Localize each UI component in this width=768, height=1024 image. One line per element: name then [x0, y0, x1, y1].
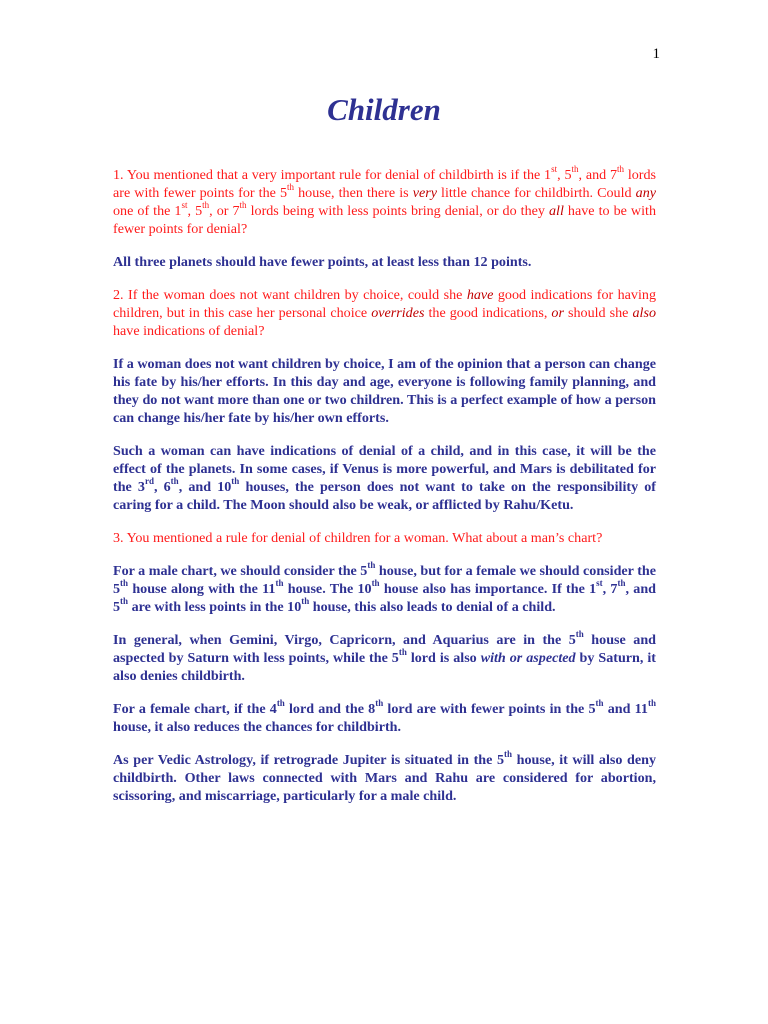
- emphasis-text: all: [549, 203, 564, 219]
- ordinal-suffix: th: [398, 647, 407, 658]
- text-run: the good indications,: [424, 305, 552, 321]
- ordinal-suffix: st: [551, 164, 558, 175]
- text-run: house and aspected by Saturn with less points, while the 5: [113, 632, 656, 666]
- emphasis-text: any: [635, 185, 657, 201]
- text-run: For a female chart, if the 4: [113, 701, 277, 717]
- text-run: by Saturn, it also denies childbirth.: [113, 650, 656, 684]
- ordinal-suffix: th: [301, 596, 310, 607]
- text-run: little chance for childbirth. Could: [436, 185, 636, 201]
- text-run: , or 7: [209, 203, 240, 219]
- answer-paragraph: [113, 355, 656, 427]
- ordinal-suffix: th: [170, 476, 179, 487]
- emphasis-text: overrides: [371, 305, 425, 321]
- emphasis-text: with or aspected: [480, 650, 576, 666]
- text-run: and 11: [603, 701, 648, 717]
- text-run: , and 7: [578, 167, 618, 183]
- text-run: 2. If the woman does not want children by choice, could she: [113, 287, 467, 303]
- text-run: 3. You mentioned a rule for denial of children for a woman. What about a man’s chart?: [113, 530, 603, 546]
- text-run: are with less points in the 10: [128, 599, 302, 615]
- page-title: Children: [327, 92, 441, 127]
- text-run: lord are with fewer points in the 5: [383, 701, 596, 717]
- answer-paragraph: [113, 562, 656, 616]
- emphasis-text: very: [412, 185, 437, 201]
- text-run: house, but for a female we should consider the 5: [113, 563, 656, 597]
- answer-paragraph: [113, 631, 656, 685]
- text-run: , 5: [557, 167, 572, 183]
- text-run: lord is also: [406, 650, 481, 666]
- text-run: If a woman does not want children by choice, I am of the opinion that a person can change his fate by his/her efforts. In this day and age, everyone is following family planning, and they do not want more than one or two children. This is a perfect example of how a person can change his/her fate by his/her own efforts.: [113, 356, 656, 426]
- ordinal-suffix: th: [371, 578, 380, 589]
- text-run: house along with the 11: [128, 581, 276, 597]
- text-run: lords being with less points bring denial, or do they: [246, 203, 549, 219]
- page-number: 1: [652, 46, 660, 62]
- question-paragraph: [113, 286, 656, 340]
- ordinal-suffix: th: [231, 476, 240, 487]
- ordinal-suffix: st: [596, 578, 603, 589]
- answer-paragraph: [113, 253, 656, 271]
- text-run: 1. You mentioned that a very important rule for denial of childbirth is if the 1: [113, 167, 552, 183]
- text-run: All three planets should have fewer points, at least less than 12 points.: [113, 254, 532, 270]
- text-run: house also has importance. If the 1: [379, 581, 597, 597]
- text-run: , and 5: [113, 581, 656, 615]
- ordinal-suffix: rd: [144, 476, 154, 487]
- text-run: lord and the 8: [284, 701, 376, 717]
- text-run: have indications of denial?: [113, 323, 265, 339]
- text-run: , 7: [602, 581, 618, 597]
- ordinal-suffix: th: [120, 578, 129, 589]
- text-run: As per Vedic Astrology, if retrograde Jupiter is situated in the 5: [113, 752, 505, 768]
- text-run: house, it will also deny childbirth. Other laws connected with Mars and Rahu are considered for abortion, scissoring, and miscarriage, particularly for a male child.: [113, 752, 656, 804]
- emphasis-text: have: [466, 287, 494, 303]
- text-run: should she: [563, 305, 633, 321]
- emphasis-text: or: [551, 305, 564, 321]
- ordinal-suffix: th: [375, 698, 384, 709]
- text-run: house, then there is: [294, 185, 413, 201]
- text-run: house, it also reduces the chances for childbirth.: [113, 719, 402, 735]
- ordinal-suffix: th: [504, 749, 513, 760]
- ordinal-suffix: th: [617, 164, 625, 175]
- text-run: good indications for having children, but in this case her personal choice: [113, 287, 656, 321]
- answer-paragraph: [113, 700, 656, 736]
- text-run: have to be with fewer points for denial?: [113, 203, 656, 237]
- ordinal-suffix: th: [647, 698, 656, 709]
- body-text: [113, 166, 656, 820]
- answer-paragraph: [113, 442, 656, 514]
- ordinal-suffix: th: [239, 200, 247, 211]
- ordinal-suffix: th: [202, 200, 210, 211]
- text-run: house, this also leads to denial of a child.: [309, 599, 556, 615]
- text-run: Such a woman can have indications of denial of a child, and in this case, it will be the effect of the planets. In some cases, if Venus is more powerful, and Mars is debilitated for the 3: [113, 443, 656, 495]
- answer-paragraph: [113, 751, 656, 805]
- text-run: houses, the person does not want to take on the responsibility of caring for a child. The Moon should also be weak, or afflicted by Rahu/Ketu.: [113, 479, 656, 513]
- text-run: , 5: [187, 203, 203, 219]
- text-run: one of the 1: [113, 203, 182, 219]
- ordinal-suffix: th: [575, 629, 584, 640]
- ordinal-suffix: st: [181, 200, 188, 211]
- ordinal-suffix: th: [275, 578, 284, 589]
- text-run: In general, when Gemini, Virgo, Capricorn, and Aquarius are in the 5: [113, 632, 576, 648]
- ordinal-suffix: th: [617, 578, 626, 589]
- text-run: lords are with fewer points for the 5: [113, 167, 657, 201]
- text-run: , and 10: [178, 479, 232, 495]
- ordinal-suffix: th: [120, 596, 129, 607]
- ordinal-suffix: th: [287, 182, 295, 193]
- text-run: , 6: [153, 479, 171, 495]
- question-paragraph: [113, 529, 656, 547]
- text-run: house. The 10: [283, 581, 372, 597]
- ordinal-suffix: th: [571, 164, 579, 175]
- ordinal-suffix: th: [595, 698, 604, 709]
- emphasis-text: also: [632, 305, 656, 321]
- question-paragraph: [113, 166, 656, 238]
- ordinal-suffix: th: [367, 560, 376, 571]
- text-run: For a male chart, we should consider the 5: [113, 563, 368, 579]
- ordinal-suffix: th: [276, 698, 285, 709]
